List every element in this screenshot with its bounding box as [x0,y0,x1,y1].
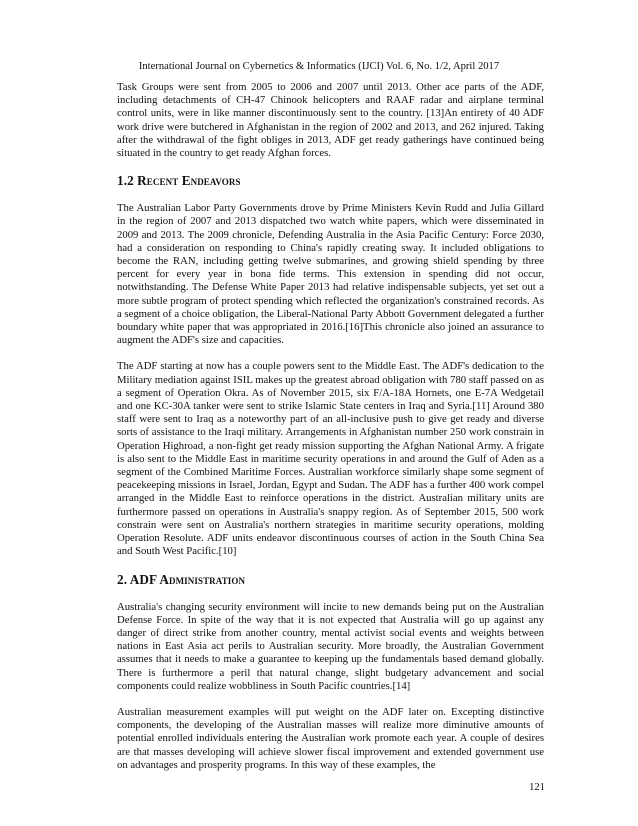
article-body [117,81,544,772]
section-heading-recent-endeavors: 1.2 Recent Endeavors [117,173,241,189]
page-number: 121 [529,782,545,793]
paragraph-task-groups: Task Groups were sent from 2005 to 2006 and 2007 until 2013. Other ace parts of the ADF, including detachments of CH-47 Chinook helicopters and RAAF radar and airplane terminal control units, were in like manner discontinuously sent to the country. [13]An entirety of 40 ADF work drive were butchered in Afghanistan in the region of 2002 and 2013, and 262 injured. Taking after the withdrawal of the fight obliges in 2013, ADF get ready gatherings have continued being situated in the country to get ready Afghan forces. [117,81,544,160]
paragraph-demographics: Australian measurement examples will put weight on the ADF later on. Excepting distinctive components, the developing of the Australian masses will realize more diminutive amounts of potential enrolled individuals entering the Australian work promote each year. A couple of desires are that masses developing will achieve slower fiscal improvement and extended government use on advantages and prosperity programs. In this way of these examples, the [117,705,544,771]
running-header: International Journal on Cybernetics & Informatics (IJCI) Vol. 6, No. 1/2, April 2017 [138,61,500,72]
section-heading-adf-administration: 2. ADF Administration [117,571,246,587]
paragraph-middle-east: The ADF starting at now has a couple powers sent to the Middle East. The ADF's dedication to the Military mediation against ISIL makes up the greatest abroad obligation with 780 staff passed on as a segment of Operation Okra. As of November 2015, six F/A-18A Hornets, one E-7A Wedgetail and one KC-30A tanker were sent to strike Islamic State centers in Iraq and Syria.[11] Around 380 staff were sent to Iraq as a noteworthy part of an all-inclusive push to give get ready and diverse sorts of assistance to the Iraqi military. Arrangements in Afghanistan number 250 work constrain in Operation Highroad, a non-fight get ready mission supporting the Afghan National Army. A frigate is also sent to the Middle East in maritime security operations in and around the Gulf of Aden as a segment of the Combined Maritime Forces. Australian workforce similarly shape some segment of peacekeeping missions in Israel, Jordan, Egypt and Sudan. The ADF has a further 400 work compel arranged in the Middle East to reinforce operations in the district. Australian military units are furthermore passed on operations in Australia's snappy region. As of September 2015, 500 work constrain were sent on Australia's northern strategies in maritime security operations, molding Operation Resolute. ADF units endeavor discontinuous courses of action in the South China Sea and South West Pacific.[10] [117,360,544,558]
paragraph-security-environment: Australia's changing security environment will incite to new demands being put on the Australian Defense Force. In spite of the way that it is not expected that Australia will go up against any danger of direct strike from another country, mental activist social events and weights between nations in East Asia act perils to Australian security. More broadly, the Australian Government assumes that it needs to make a guarantee to keeping up the fundamentals based demand globally. There is furthermore a peril that natural change, slight budgetary advancement and social components could realize wobbliness in South Pacific countries.[14] [117,600,544,692]
paragraph-labor-governments: The Australian Labor Party Governments drove by Prime Ministers Kevin Rudd and Julia Gillard in the region of 2007 and 2013 dispatched two watch white papers, which were disseminated in 2009 and 2013. The 2009 chronicle, Defending Australia in the Asia Pacific Century: Force 2030, had a consideration on responding to China's rapidly creating sway. It included obligations to become the RAN, including getting twelve submarines, and growing shield spending by three percent for every year in bona fide terms. This extension in spending did not occur, notwithstanding. The Defense White Paper 2013 had relative indispensable subjects, yet set out a more subtle program of protect spending which reflected the organization's constrained records. As a segment of a choice obligation, the Liberal-National Party Abbott Government delegated a further boundary white paper that was appropriated in 2016.[16]This chronicle also joined an assurance to augment the ADF's size and capacities. [117,202,544,347]
